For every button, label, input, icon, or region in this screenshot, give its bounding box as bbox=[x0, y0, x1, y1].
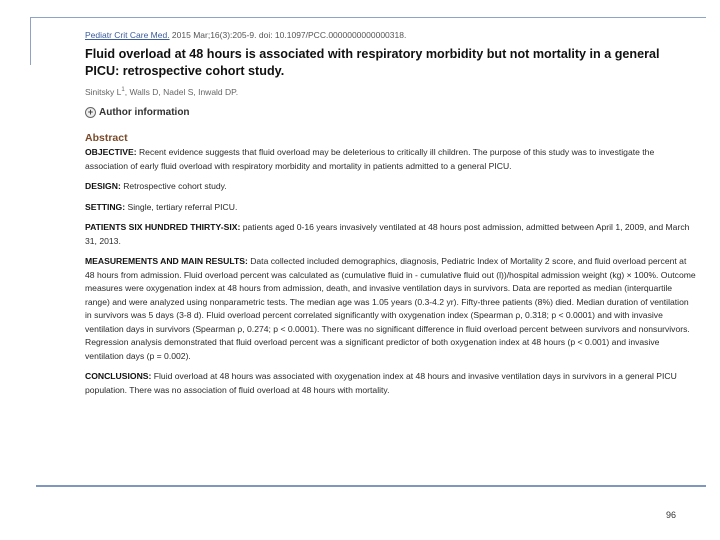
slide-border-bottom bbox=[36, 485, 706, 487]
section-text: Recent evidence suggests that fluid overload may be deleterious to critically ill children. The purpose of this study was to investigate the association of early fluid overload with respiratory morbidity and mortality in patients admitted to a general PICU. bbox=[85, 147, 655, 171]
authors bbox=[85, 87, 697, 97]
citation bbox=[85, 30, 697, 40]
section-conclusions bbox=[85, 370, 697, 397]
section-text: Data collected included demographics, diagnosis, Pediatric Index of Mortality 2 score, and fluid overload percent at 48 hours from admission. Fluid overload percent was calculated as (cumulative fluid in - cumulative fluid out (l))/hospital admission weight (kg) × 100%. Outcome measures were oxygenation index at 48 hours from admission, death, and invasive ventilation days in survivors. Data are reported as median (interquartile range) and were analyzed using nonparametric tests. The median age was 1.05 years (0.3-4.2 yr). Fifty-three patients (8%) died. Median duration of ventilation in survivors was 5 days (3-8 d). Fluid overload percent correlated significantly with oxygenation index (Spearman ρ, 0.318; p < 0.0001) and with invasive ventilation days in survivors (Spearman ρ, 0.274; p < 0.0001). There was no significant difference in fluid overload percent between survivors and nonsurvivors. Regression analysis demonstrated that fluid overload percent was a significant predictor of both oxygenation index at 48 hours (p < 0.001) and invasive ventilation days (p = 0.002). bbox=[85, 256, 696, 361]
author-rest[interactable]: , Walls D, Nadel S, Inwald DP. bbox=[124, 87, 239, 97]
author-affiliation-sup: 1 bbox=[121, 87, 125, 94]
section-measurements bbox=[85, 255, 697, 363]
section-design bbox=[85, 180, 697, 194]
page-number: 96 bbox=[666, 510, 677, 520]
section-text: Fluid overload at 48 hours was associated with oxygenation index at 48 hours and invasive ventilation days in survivors in a general PICU population. There was no association of fluid overload at 48 hours with mortality. bbox=[85, 371, 677, 395]
abstract-heading: Abstract bbox=[85, 132, 128, 144]
journal-link[interactable]: Pediatr Crit Care Med. bbox=[85, 30, 170, 40]
section-setting bbox=[85, 201, 697, 215]
section-objective bbox=[85, 146, 697, 173]
expand-plus-icon[interactable]: + bbox=[85, 107, 96, 118]
section-label: PATIENTS SIX HUNDRED THIRTY-SIX: bbox=[85, 222, 241, 232]
section-label: CONCLUSIONS: bbox=[85, 371, 152, 381]
author-information-toggle[interactable] bbox=[85, 107, 697, 118]
section-text: patients aged 0-16 years invasively ventilated at 48 hours post admission, admitted between April 1, 2009, and March 31, 2013. bbox=[85, 222, 690, 246]
section-label: SETTING: bbox=[85, 201, 126, 212]
citation-details: 2015 Mar;16(3):205-9. doi: 10.1097/PCC.0000000000000318. bbox=[169, 30, 407, 40]
slide-border-left bbox=[30, 17, 31, 65]
section-label: MEASUREMENTS AND MAIN RESULTS: bbox=[85, 256, 248, 266]
author-first[interactable]: Sinitsky L bbox=[85, 87, 122, 97]
author-information-label: Author information bbox=[99, 107, 190, 118]
article-title: Fluid overload at 48 hours is associated with respiratory morbidity but not mortality in a general PICU: retrospective cohort study. bbox=[85, 47, 660, 78]
section-text: Single, tertiary referral PICU. bbox=[125, 201, 238, 212]
abstract-document bbox=[85, 30, 697, 404]
section-patients bbox=[85, 221, 697, 248]
slide-border-top bbox=[30, 17, 706, 18]
section-text: Retrospective cohort study. bbox=[120, 181, 227, 191]
section-label: OBJECTIVE: bbox=[85, 147, 137, 157]
section-label: DESIGN: bbox=[85, 181, 121, 191]
